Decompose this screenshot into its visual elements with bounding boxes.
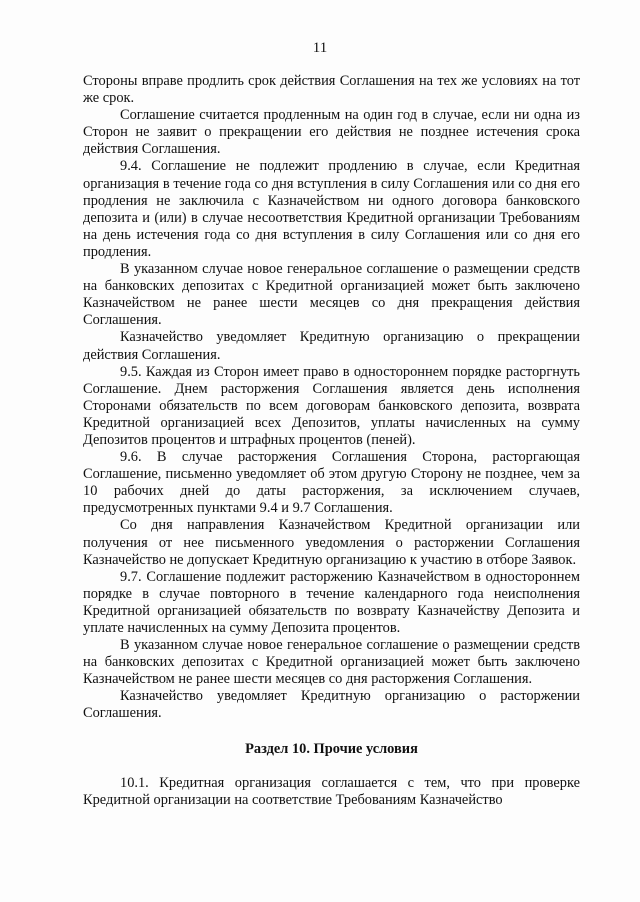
page-number: 11 [312, 40, 328, 56]
paragraph: В указанном случае новое генеральное соглашение о размещении средств на банковских депозитах с Кредитной организацией может быть заключено Казначейством не ранее шести месяцев со дня расторжения Соглашения. [83, 637, 580, 688]
paragraph: В указанном случае новое генеральное соглашение о размещении средств на банковских депозитах с Кредитной организацией может быть заключено Казначейством не ранее шести месяцев со дня прекращения действия Соглашения. [83, 261, 580, 329]
paragraph-9-5: 9.5. Каждая из Сторон имеет право в одностороннем порядке расторгнуть Соглашение. Днем расторжения Соглашения является день исполнения Сторонами обязательств по всем договорам банковского депозита, возврата Кредитной организацией всех Депозитов, уплаты начисленных на сумму Депозитов процентов и штрафных процентов (пеней). [83, 363, 580, 448]
paragraph-9-4: 9.4. Соглашение не подлежит продлению в случае, если Кредитная организация в течение года со дня вступления в силу Соглашения или со дня его продления не заключила с Казначейством ни одного договора банковского депозита и (или) в случае несоответствия Кредитной организации Требованиям на день истечения года со дня вступления в силу Соглашения или со дня его продления. [83, 158, 580, 260]
document-body [83, 73, 580, 809]
paragraph: Казначейство уведомляет Кредитную организацию о расторжении Соглашения. [83, 688, 580, 722]
paragraph: Стороны вправе продлить срок действия Соглашения на тех же условиях на тот же срок. [83, 73, 580, 107]
paragraph-9-7: 9.7. Соглашение подлежит расторжению Казначейством в одностороннем порядке в случае повторного в течение календарного года неисполнения Кредитной организацией обязательств по возврату Казначейству Депозита и уплате начисленных на сумму Депозита процентов. [83, 568, 580, 636]
paragraph: Казначейство уведомляет Кредитную организацию о прекращении действия Соглашения. [83, 329, 580, 363]
paragraph-10-1: 10.1. Кредитная организация соглашается с тем, что при проверке Кредитной организации на соответствие Требованиям Казначейство [83, 774, 580, 808]
paragraph-9-6: 9.6. В случае расторжения Соглашения Сторона, расторгающая Соглашение, письменно уведомляет об этом другую Сторону не позднее, чем за 10 рабочих дней до даты расторжения, за исключением случаев, предусмотренных пунктами 9.4 и 9.7 Соглашения. [83, 449, 580, 517]
paragraph: Со дня направления Казначейством Кредитной организации или получения от нее письменного уведомления о расторжении Соглашения Казначейство не допускает Кредитную организацию к участию в отборе Заявок. [83, 517, 580, 568]
paragraph: Соглашение считается продленным на один год в случае, если ни одна из Сторон не заявит о прекращении его действия не позднее истечения срока действия Соглашения. [83, 107, 580, 158]
section-heading: Раздел 10. Прочие условия [245, 740, 418, 757]
